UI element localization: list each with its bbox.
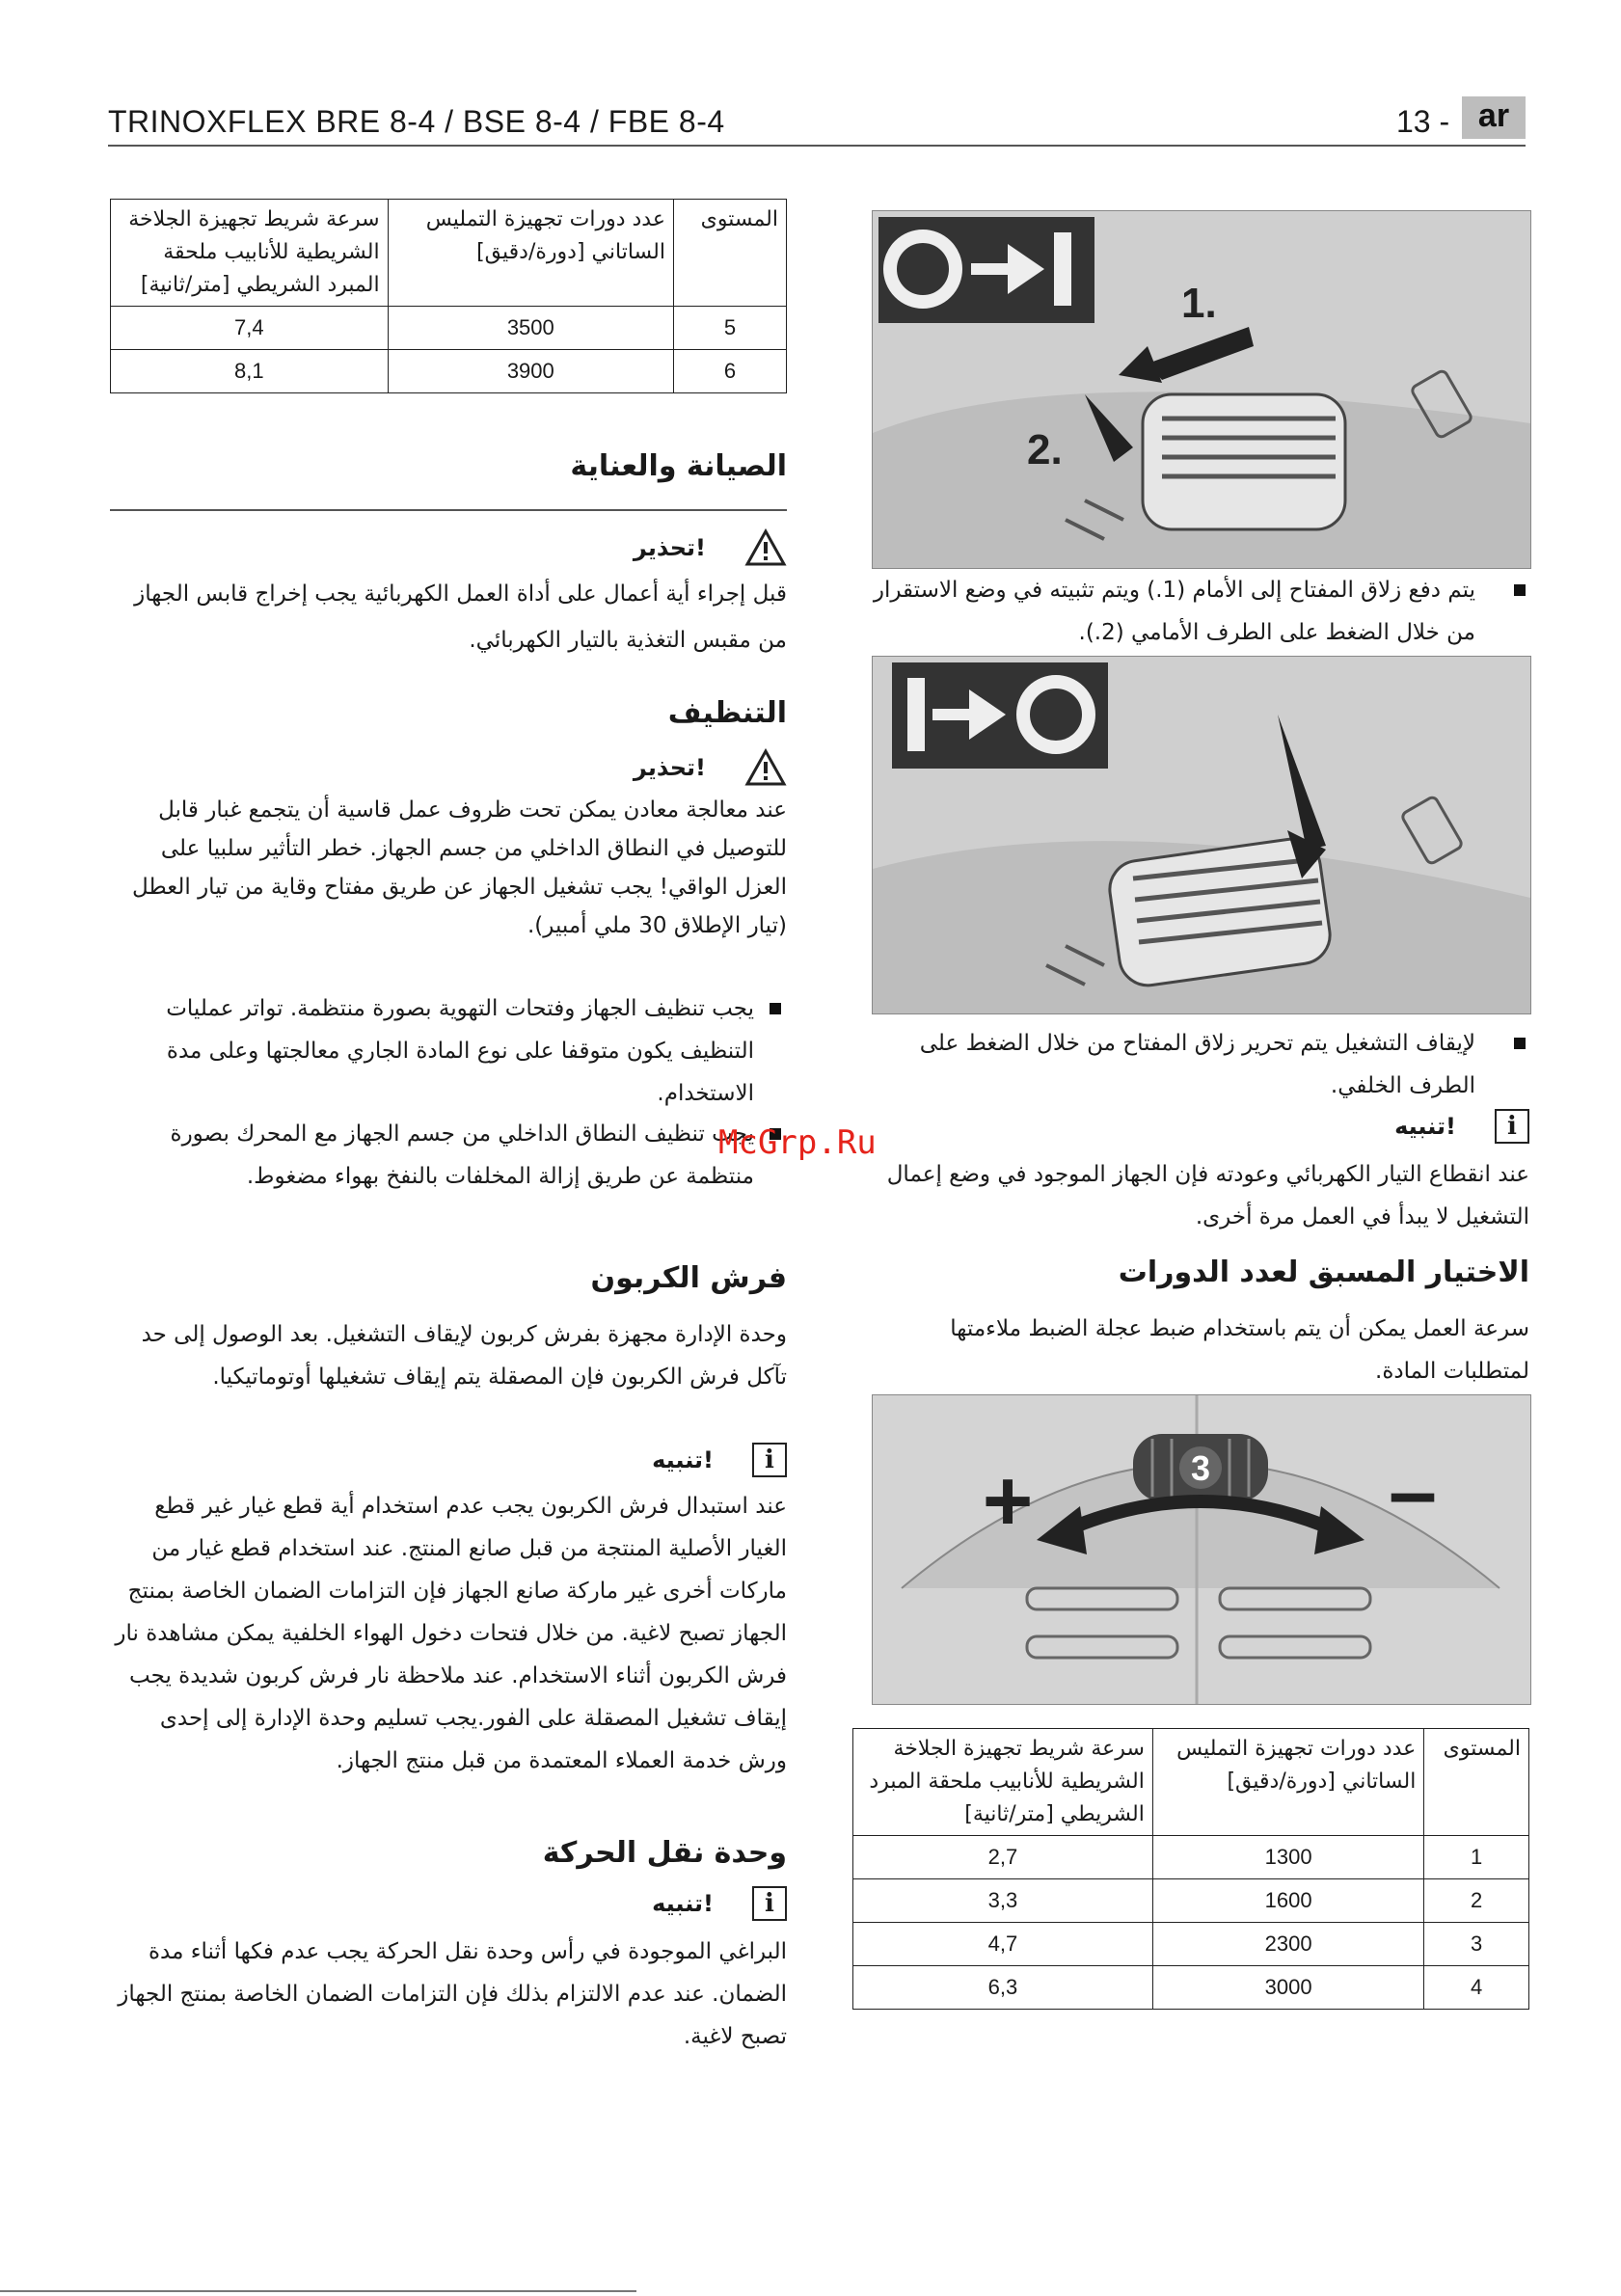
header-rule: [108, 145, 1526, 147]
table-header-cell: سرعة شريط تجهيزة الجلاخة الشريطية للأنابيب ملحقة المبرد الشريطي [متر/ثانية]: [111, 200, 389, 307]
table-cell: 3,3: [853, 1879, 1153, 1923]
info-icon: i: [1495, 1109, 1529, 1144]
table-header-cell: عدد دورات تجهيزة التمليس الساتاني [دورة/دقيق]: [388, 200, 673, 307]
table-row: [853, 1879, 1529, 1923]
table-cell: 5: [673, 307, 786, 350]
bullet-square: [770, 1003, 781, 1014]
table-cell: 4: [1424, 1966, 1529, 2010]
section-rule: [110, 509, 787, 511]
table-row: [111, 307, 787, 350]
warning-text-2: عند معالجة معادن يمكن تحت ظروف عمل قاسية أن يتجمع غبار قابل للتوصيل في النطاق الداخلي من جسم الجهاز. خطر التأثير سلبيا على العزل الواقي! يجب تشغيل الجهاز عن طريق مفتاح وقاية من تيار العطل (تيار الإطلاق 30 ملي أمبير).: [131, 797, 787, 938]
table-cell: 3: [1424, 1923, 1529, 1966]
info-icon: i: [752, 1443, 787, 1477]
table-header-cell: المستوى: [1424, 1729, 1529, 1836]
table-cell: 7,4: [111, 307, 389, 350]
table-cell: 3900: [388, 350, 673, 393]
section-heading-brushes: فرش الكربون: [590, 1261, 787, 1295]
table-header-cell: عدد دورات تجهيزة التمليس الساتاني [دورة/دقيق]: [1152, 1729, 1423, 1836]
dial-value: 3: [1190, 1448, 1211, 1488]
note-block-3: [868, 1109, 1529, 1144]
table-cell: 6: [673, 350, 786, 393]
bullet-square: [1514, 584, 1526, 596]
speed-dial-illustration: [873, 1395, 1530, 1704]
table-row: [111, 350, 787, 393]
table-cell: 3000: [1152, 1966, 1423, 2010]
section-heading-preselect: الاختيار المسبق لعدد الدورات: [1118, 1256, 1529, 1289]
page-number: 13 -: [1396, 104, 1450, 139]
table-cell: 1300: [1152, 1836, 1423, 1879]
note-block-2: [110, 1886, 787, 1921]
note-label: تنبيه!: [652, 1890, 714, 1917]
dial-minus-sign: –: [1388, 1444, 1438, 1540]
note-label: تنبيه!: [652, 1446, 714, 1473]
bullet-square: [1514, 1038, 1526, 1049]
brushes-text: وحدة الإدارة مجهزة بفرش كربون لإيقاف التشغيل. بعد الوصول إلى حد تآكل فرش الكربون فإن المصقلة يتم إيقاف تشغيلها أوتوماتيكيا.: [141, 1322, 787, 1390]
step-label-1: 1.: [1181, 280, 1217, 327]
figure-switch-on: [872, 210, 1531, 569]
warning-label: تحذير!: [633, 754, 706, 781]
table-row: [853, 1966, 1529, 2010]
warning-block-2: [110, 748, 787, 787]
watermark: McGrp.Ru: [718, 1123, 877, 1162]
section-heading-maintenance: الصيانة والعناية: [570, 449, 787, 483]
warning-triangle-icon: [744, 528, 787, 567]
table-row: [853, 1836, 1529, 1879]
caption-switch-on: يتم دفع زلاق المفتاح إلى الأمام (1.) ويتم تثبيته في وضع الاستقرار من خلال الضغط على الطرف الأمامي (2.).: [873, 578, 1475, 645]
section-heading-gear: وحدة نقل الحركة: [542, 1836, 787, 1870]
table-cell: 8,1: [111, 350, 389, 393]
switch-off-illustration: [873, 657, 1530, 1013]
gear-note-text: البراغي الموجودة في رأس وحدة نقل الحركة يجب عدم فكها أثناء مدة الضمان. عند عدم الالتزام بذلك فإن التزامات الضمان الخاصة بمنتج الجهاز تصبح لاغية.: [118, 1939, 787, 2049]
warning-label: تحذير!: [633, 534, 706, 561]
table-cell: 2,7: [853, 1836, 1153, 1879]
figure-speed-dial: [872, 1394, 1531, 1705]
table-cell: 6,3: [853, 1966, 1153, 2010]
section-heading-cleaning: التنظيف: [667, 696, 787, 730]
speed-table-top: [110, 199, 787, 393]
power-note-text: عند انقطاع التيار الكهربائي وعودته فإن الجهاز الموجود في وضع إعمال التشغيل لا يبدأ في العمل مرة أخرى.: [886, 1162, 1529, 1229]
warning-text-1: قبل إجراء أية أعمال على أداة العمل الكهربائية يجب إخراج قابس الجهاز من مقبس التغذية بالتيار الكهربائي.: [134, 581, 787, 653]
language-badge: ar: [1462, 96, 1526, 139]
table-cell: 4,7: [853, 1923, 1153, 1966]
document-title: TRINOXFLEX BRE 8-4 / BSE 8-4 / FBE 8-4: [108, 104, 725, 139]
warning-block-1: [110, 528, 787, 567]
caption-switch-off: لإيقاف التشغيل يتم تحرير زلاق المفتاح من خلال الضغط على الطرف الخلفي.: [919, 1031, 1475, 1098]
step-label-2: 2.: [1027, 426, 1063, 473]
table-cell: 1: [1424, 1836, 1529, 1879]
figure-switch-off: [872, 656, 1531, 1014]
table-cell: 3500: [388, 307, 673, 350]
cleaning-bullet-2: يجب تنظيف النطاق الداخلي من جسم الجهاز مع المحرك بصورة منتظمة عن طريق إزالة المخلفات بالنفخ بهواء مضغوط.: [170, 1121, 754, 1189]
dial-plus-sign: +: [982, 1453, 1034, 1550]
switch-on-illustration: [873, 211, 1530, 568]
table-cell: 2300: [1152, 1923, 1423, 1966]
table-cell: 1600: [1152, 1879, 1423, 1923]
table-header-cell: سرعة شريط تجهيزة الجلاخة الشريطية للأنابيب ملحقة المبرد الشريطي [متر/ثانية]: [853, 1729, 1153, 1836]
speed-table-bottom: [852, 1728, 1529, 2010]
brushes-note-text: عند استبدال فرش الكربون يجب عدم استخدام أية قطع غيار غير قطع الغيار الأصلية المنتجة من قبل صانع المنتج. عند استخدام قطع غيار من ماركات أخرى غير ماركة صانع الجهاز فإن التزامات الضمان الخاصة بمنتج الجهاز تصبح لاغية. من خلال فتحات دخول الهواء الخلفية يمكن مشاهدة نار فرش الكربون أثناء الاستخدام. عند ملاحظة نار فرش كربون شديدة يجب إيقاف تشغيل المصقلة على الفور.يجب تسليم وحدة الإدارة إلى إحدى ورش خدمة العملاء المعتمدة من قبل منتج الجهاز.: [115, 1494, 787, 1773]
table-row: [853, 1923, 1529, 1966]
table-header-cell: المستوى: [673, 200, 786, 307]
footer-rule: [0, 2290, 636, 2292]
preselect-text: سرعة العمل يمكن أن يتم باستخدام ضبط عجلة الضبط ملاءمتها لمتطلبات المادة.: [950, 1316, 1529, 1384]
info-icon: i: [752, 1886, 787, 1921]
warning-triangle-icon: [744, 748, 787, 787]
cleaning-bullet-1: يجب تنظيف الجهاز وفتحات التهوية بصورة منتظمة. تواتر عمليات التنظيف يكون متوقفا على نوع المادة الجاري معالجتها وعلى مدة الاستخدام.: [166, 996, 754, 1106]
note-block-1: [110, 1443, 787, 1477]
note-label: تنبيه!: [1394, 1113, 1456, 1140]
table-cell: 2: [1424, 1879, 1529, 1923]
